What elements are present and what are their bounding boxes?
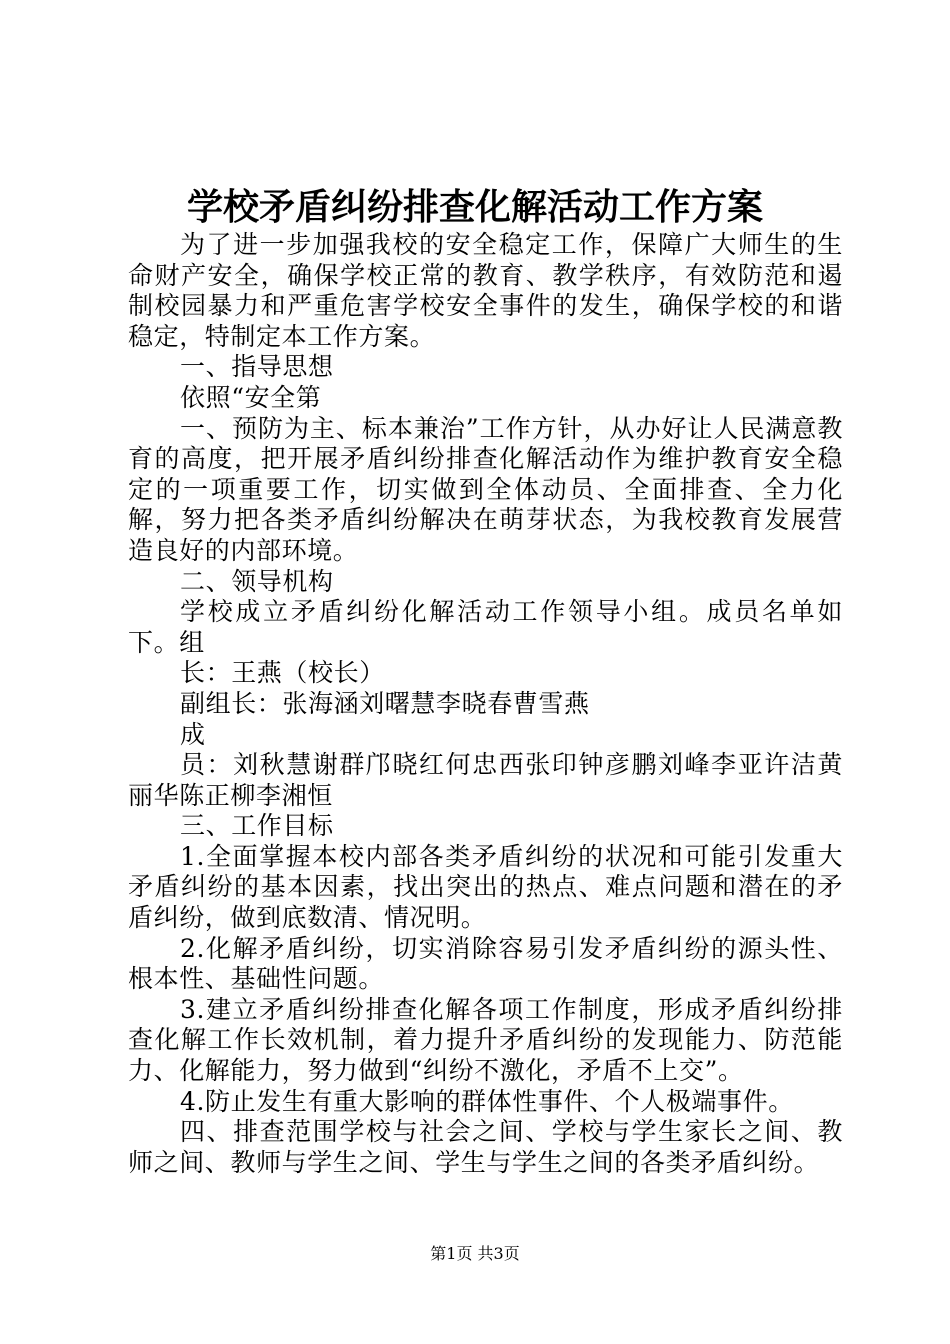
document-body — [128, 230, 843, 1178]
paragraph-goal-3: 3.建立矛盾纠纷排查化解各项工作制度，形成矛盾纠纷排查化解工作长效机制，着力提升矛盾纠纷的发现能力、防范能力、化解能力，努力做到“纠纷不激化，矛盾不上交”。 — [128, 994, 843, 1086]
paragraph-basis: 依照“安全第 — [180, 382, 322, 412]
paragraph-members-list: 员：刘秋慧谢群邝晓红何忠西张印钟彦鹏刘峰李亚许洁黄丽华陈正柳李湘恒 — [128, 750, 843, 810]
paragraph-scope: 四、排查范围学校与社会之间、学校与学生家长之间、教师之间、教师与学生之间、学生与学生之间的各类矛盾纠纷。 — [128, 1117, 843, 1177]
paragraph-intro: 为了进一步加强我校的安全稳定工作，保障广大师生的生命财产安全，确保学校正常的教育、教学秩序，有效防范和遏制校园暴力和严重危害学校安全事件的发生，确保学校的和谐稳定，特制定本工作方案。 — [128, 230, 843, 351]
document-title: 学校矛盾纠纷排查化解活动工作方案 — [186, 186, 763, 228]
heading-guiding-thought: 一、指导思想 — [180, 352, 334, 382]
paragraph-group-leader: 长：王燕（校长） — [180, 658, 385, 688]
paragraph-goal-1: 1.全面掌握本校内部各类矛盾纠纷的状况和可能引发重大矛盾纠纷的基本因素，找出突出的热点、难点问题和潜在的矛盾纠纷，做到底数清、情况明。 — [128, 841, 843, 933]
heading-leadership: 二、领导机构 — [180, 566, 334, 596]
page-footer: 第1页 共3页 — [430, 1244, 520, 1263]
paragraph-goal-4: 4.防止发生有重大影响的群体性事件、个人极端事件。 — [180, 1086, 794, 1116]
paragraph-leadership-group: 学校成立矛盾纠纷化解活动工作领导小组。成员名单如下。组 — [128, 597, 843, 657]
paragraph-goal-2: 2.化解矛盾纠纷，切实消除容易引发矛盾纠纷的源头性、根本性、基础性问题。 — [128, 933, 843, 994]
paragraph-deputy-leader: 副组长：张海涵刘曙慧李晓春曹雪燕 — [180, 688, 590, 718]
paragraph-members-label: 成 — [180, 719, 206, 749]
paragraph-guideline: 一、预防为主、标本兼治”工作方针，从办好让人民满意教育的高度，把开展矛盾纠纷排查化解活动作为维护教育安全稳定的一项重要工作，切实做到全体动员、全面排查、全力化解，努力把各类矛盾纠纷解决在萌芽状态，为我校教育发展营造良好的内部环境。 — [128, 413, 843, 565]
heading-goals: 三、工作目标 — [180, 811, 334, 841]
